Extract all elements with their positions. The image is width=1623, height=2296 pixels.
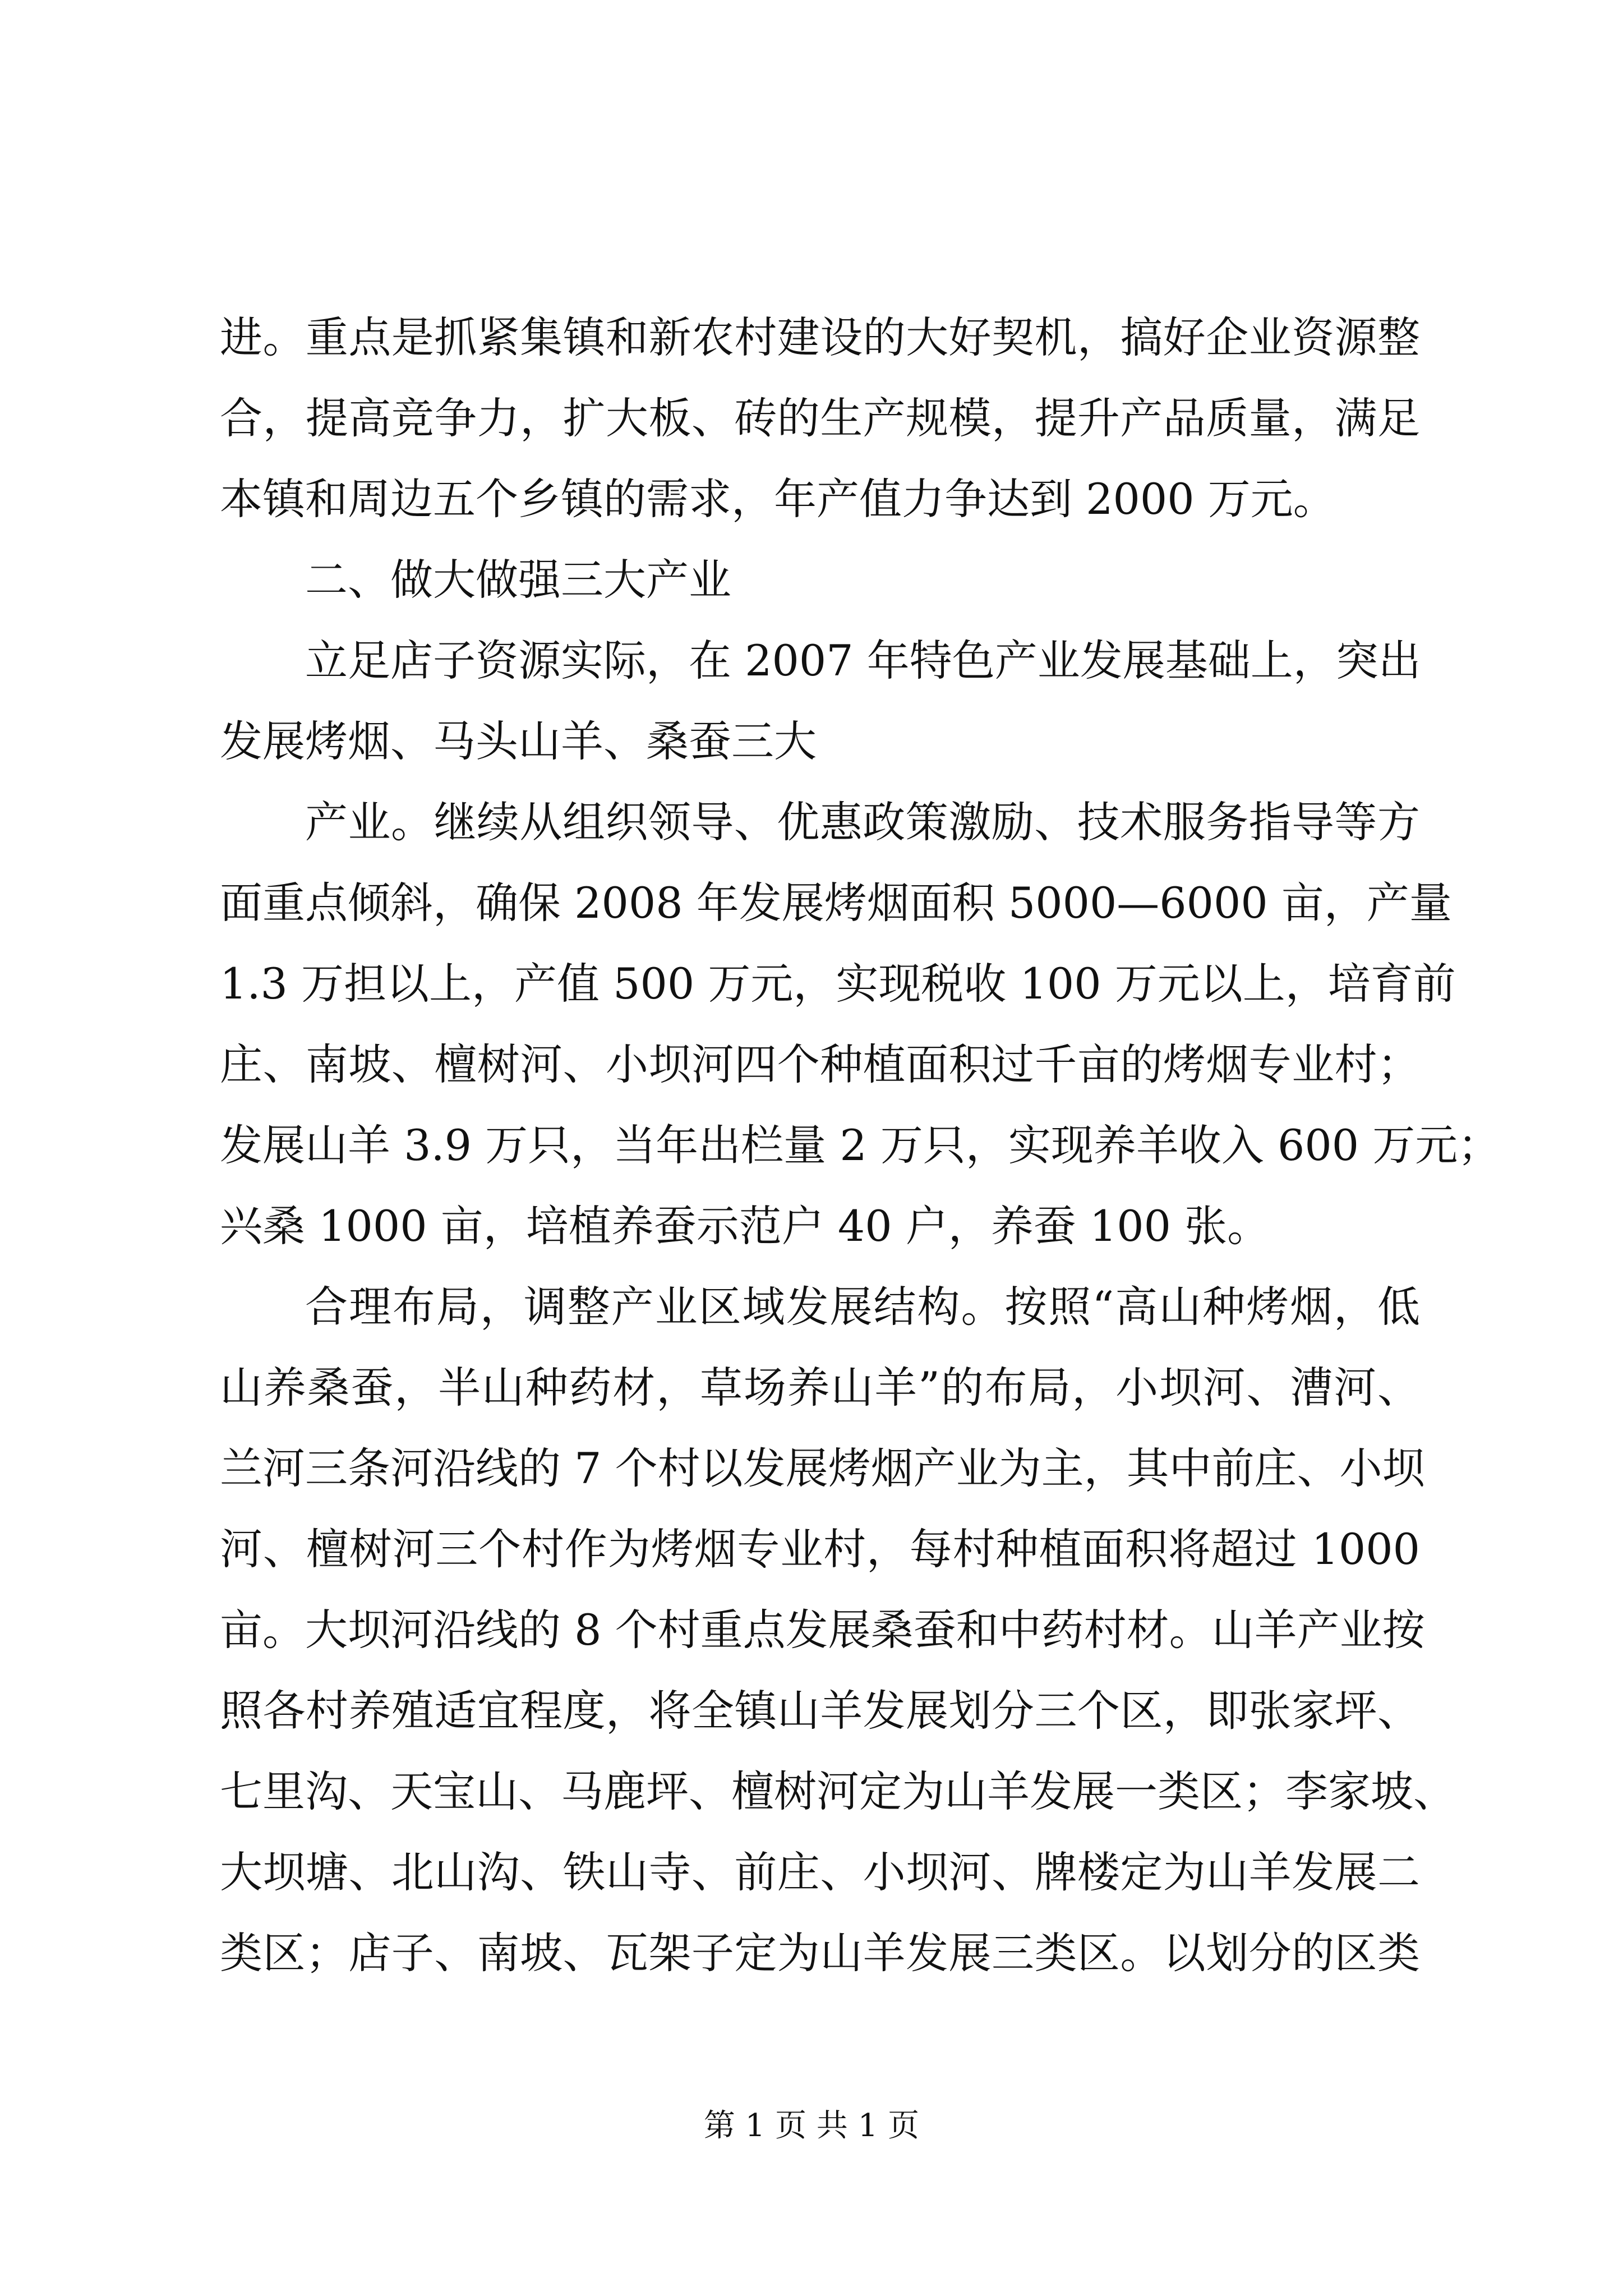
text-line: 面重点倾斜，确保 2008 年发展烤烟面积 5000—6000 亩，产量 [220, 878, 1452, 928]
text-line: 产业。继续从组织领导、优惠政策激励、技术服务指导等方 [305, 797, 1420, 847]
section-heading: 二、做大做强三大产业 [305, 555, 731, 605]
text-line: 进。重点是抓紧集镇和新农村建设的大好契机，搞好企业资源整 [220, 312, 1420, 362]
text-line: 兰河三条河沿线的 7 个村以发展烤烟产业为主，其中前庄、小坝 [220, 1443, 1425, 1493]
text-line: 发展山羊 3.9 万只，当年出栏量 2 万只，实现养羊收入 600 万元； [220, 1120, 1501, 1170]
document-body [220, 297, 1501, 1994]
text-line: 立足店子资源实际，在 2007 年特色产业发展基础上，突出 [305, 636, 1421, 685]
page-footer: 第 1 页 共 1 页 [703, 2108, 920, 2144]
text-line: 本镇和周边五个乡镇的需求，年产值力争达到 2000 万元。 [220, 474, 1336, 524]
text-line: 亩。大坝河沿线的 8 个村重点发展桑蚕和中药村材。山羊产业按 [220, 1605, 1425, 1655]
text-line: 大坝塘、北山沟、铁山寺、前庄、小坝河、牌楼定为山羊发展二 [220, 1847, 1420, 1897]
text-line: 照各村养殖适宜程度，将全镇山羊发展划分三个区，即张家坪、 [220, 1686, 1420, 1736]
text-line: 七里沟、天宝山、马鹿坪、檀树河定为山羊发展一类区；李家坡、 [220, 1766, 1456, 1816]
text-line: 发展烤烟、马头山羊、桑蚕三大 [220, 716, 817, 766]
text-line: 合，提高竞争力，扩大板、砖的生产规模，提升产品质量，满足 [220, 393, 1420, 443]
text-line: 1.3 万担以上，产值 500 万元，实现税收 100 万元以上，培育前 [220, 959, 1456, 1009]
text-line: 山养桑蚕，半山种药材，草场养山羊”的布局，小坝河、漕河、 [220, 1363, 1420, 1412]
text-line: 兴桑 1000 亩，培植养蚕示范户 40 户，养蚕 100 张。 [220, 1201, 1270, 1251]
text-line: 合理布局，调整产业区域发展结构。按照“高山种烤烟，低 [305, 1282, 1420, 1332]
text-line: 河、檀树河三个村作为烤烟专业村，每村种植面积将超过 1000 [220, 1524, 1420, 1574]
text-line: 类区；店子、南坡、瓦架子定为山羊发展三类区。以划分的区类 [220, 1928, 1420, 1978]
text-line: 庄、南坡、檀树河、小坝河四个种植面积过千亩的烤烟专业村； [220, 1039, 1420, 1089]
